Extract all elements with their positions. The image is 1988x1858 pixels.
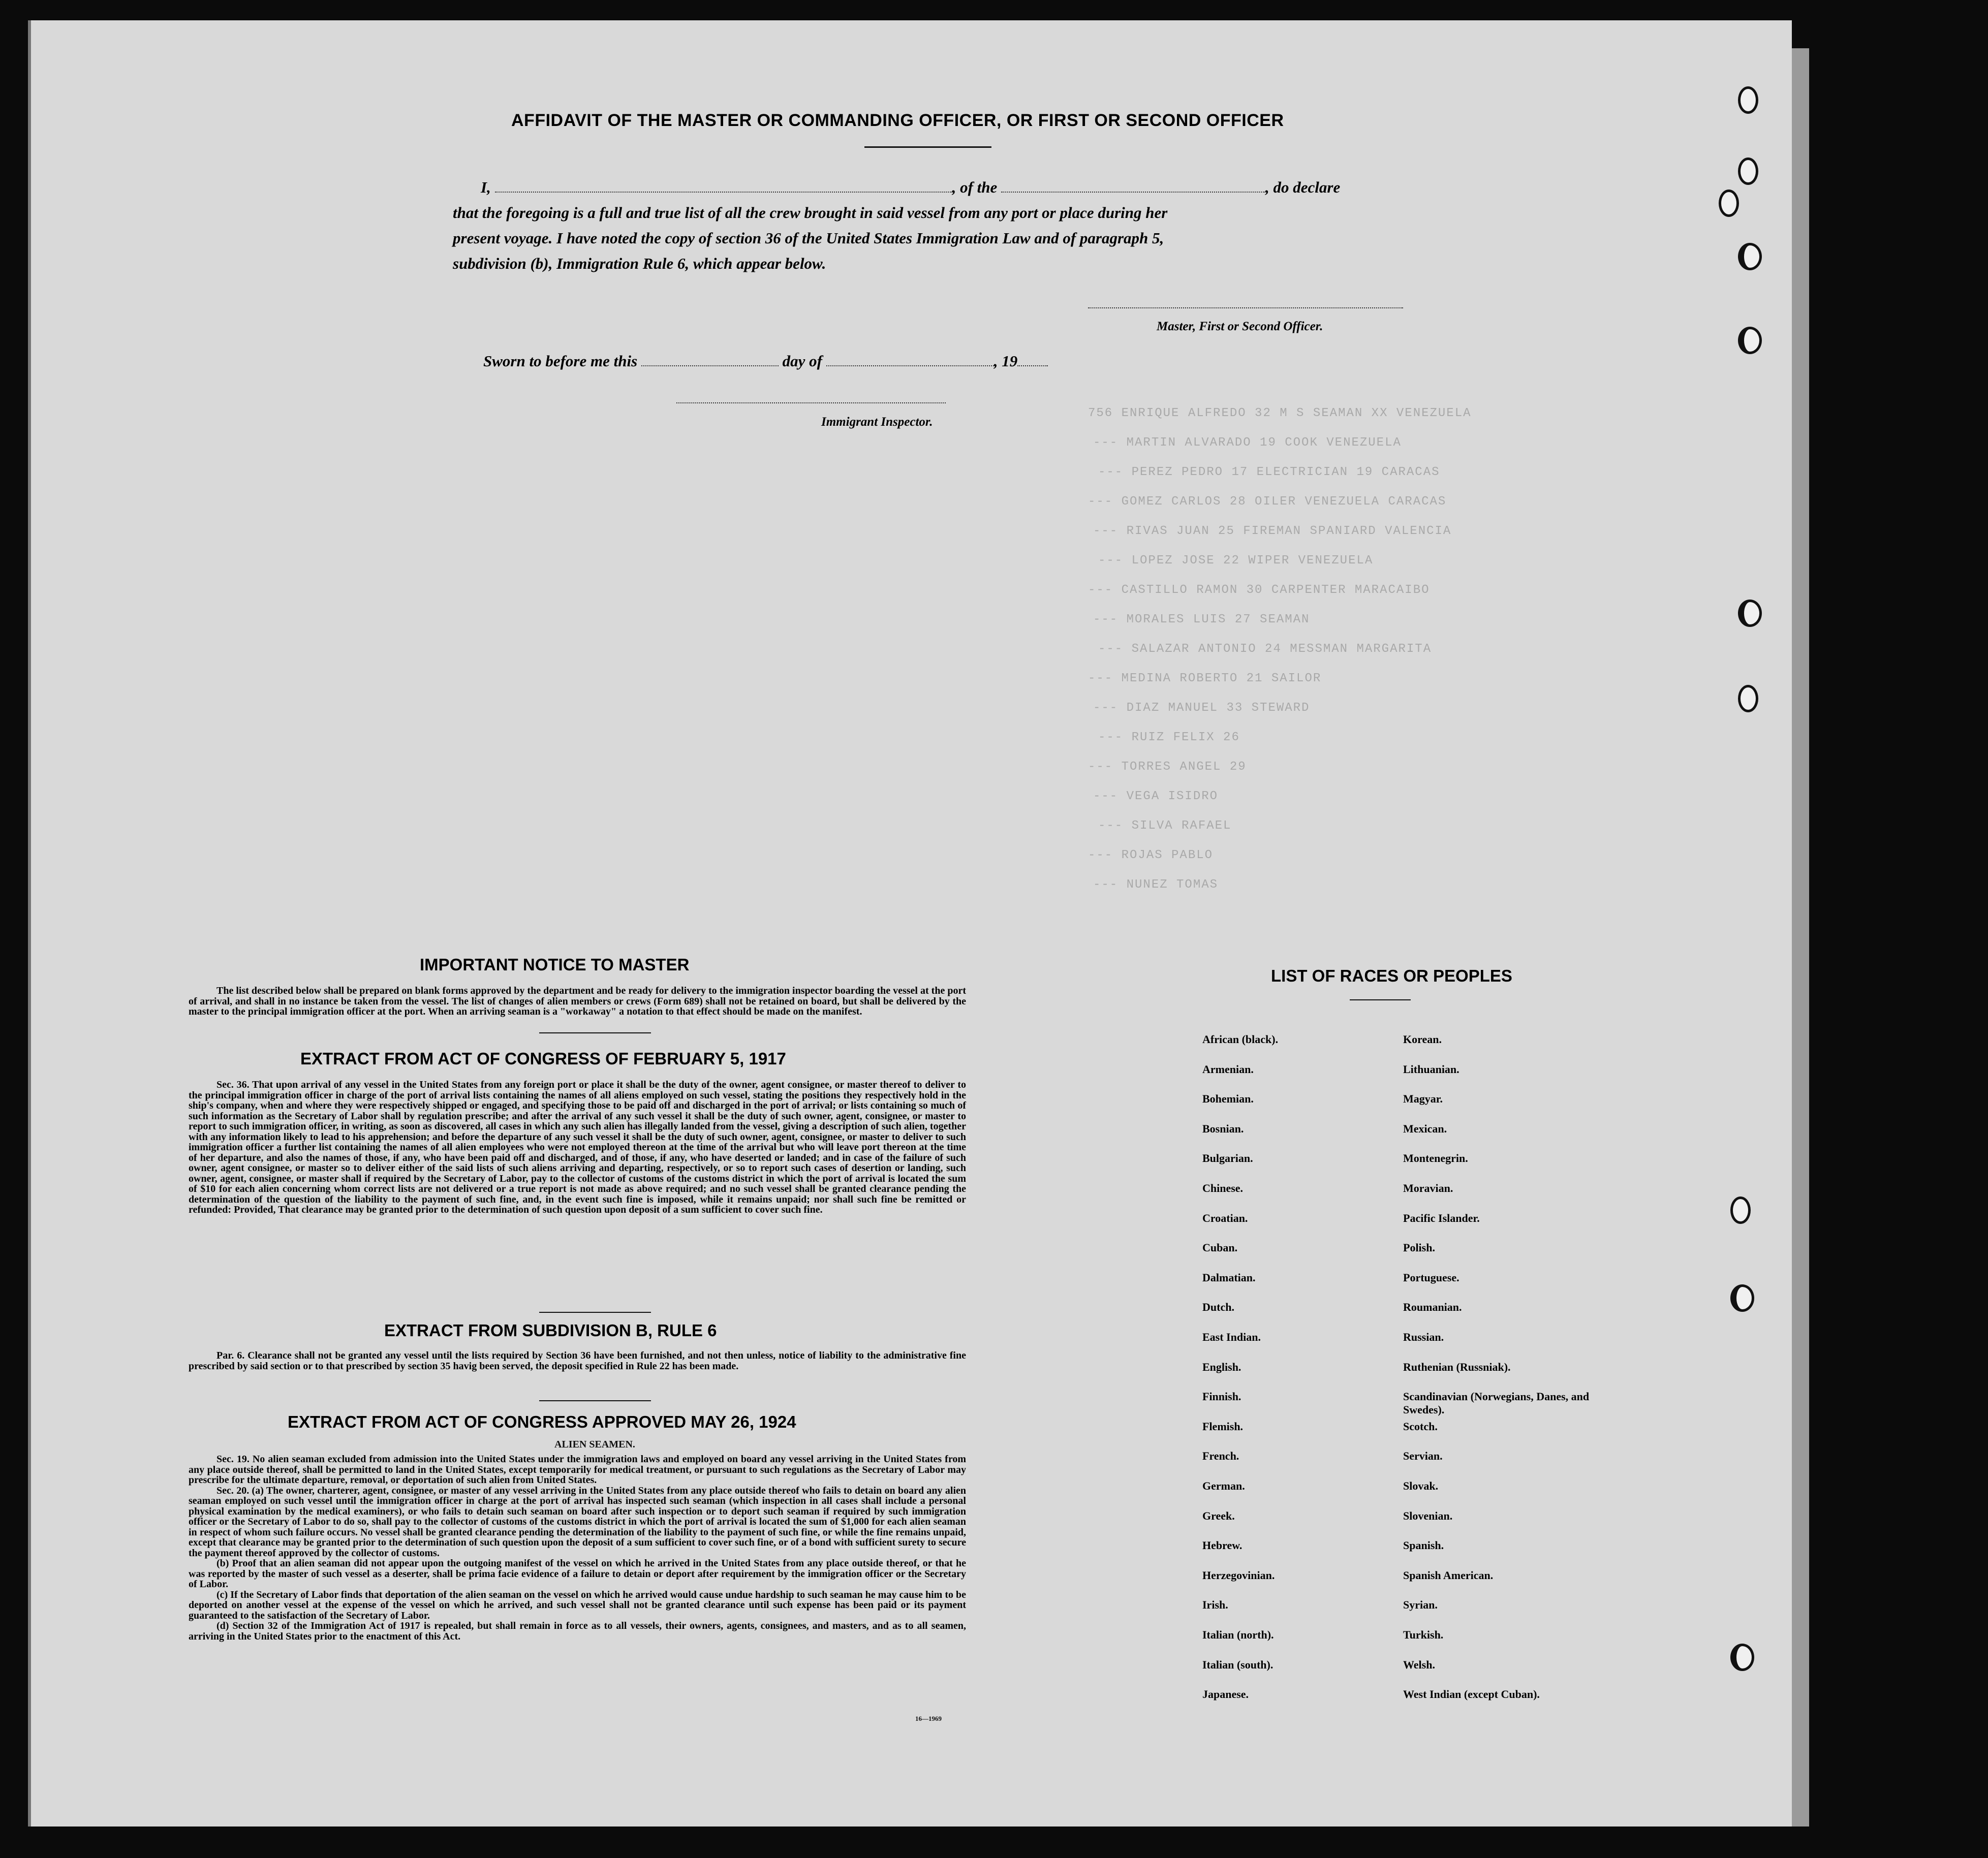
race-item: Montenegrin. [1403,1152,1468,1165]
sec-36-paragraph: Sec. 36. That upon arrival of any vessel in the United States from any foreign port or place it shall be the duty of the owner, agent consignee, or master thereof to deliver to the principal immigration officer in charge of the port of arrival lists containing the names of all aliens employed on such vessel, stating the positions they respectively hold in the ship's company, when and where they were respectively shipped or engaged, and specifying those to be paid off and discharged in the port of arrival; or lists containing so much of such information as the Secretary of Labor shall by regulation prescribe; and after the arrival of any such vessel it shall be the duty of such owner, agent, consignee, or master to report to such immigration officer, in writing, as soon as discovered, all cases in which any such alien has illegally landed from the vessel, giving a description of such alien, together with any information likely to lead to his apprehension; and before the departure of any such vessel it shall be the duty of such owner, agent, consignee, or master to deliver to such immigration officer a further list containing the names of all alien employees who were not employed thereon at the time of the arrival but who will leave port thereon at the time of her departure, and also the names of those, if any, who have been paid off and discharged, and of those, if any, who have deserted or landed; and in case of the failure of such owner, agent consignee, or master so to deliver either of the said lists of such aliens arriving and departing, respectively, or so to report such cases of desertion or landing, such owner, agent, consignee, or master shall if required by the Secretary of Labor, pay to the collector of customs of the customs district in which the port of arrival is located the sum of $10 for each alien concerning whom correct lists are not delivered or a true report is not made as above required; and no such vessel shall be granted clearance pending the determination of the question of the liability to the payment of such fine, and, in the event such fine is imposed, while it remains unpaid; nor shall such fine be remitted or refunded: Provided, That clearance may be granted prior to the determination of such question upon deposit of a sum sufficient to cover such fine. [189,1079,966,1215]
bleed-through-row: --- MARTIN ALVARADO 19 COOK VENEZUELA [1093,436,1402,450]
bleed-through-row: --- RUIZ FELIX 26 [1098,731,1240,744]
race-item: Scandinavian (Norwegians, Danes, and Swedes). [1403,1390,1590,1416]
race-item: Moravian. [1403,1182,1453,1194]
bleed-through-row: --- NUNEZ TOMAS [1093,878,1219,892]
race-item: Greek. [1202,1509,1235,1522]
race-item: Italian (south). [1202,1658,1273,1671]
notice-body [189,986,966,1017]
bleed-through-row: --- SILVA RAFAEL [1098,819,1232,833]
races-title: LIST OF RACES OR PEOPLES [1271,966,1512,985]
race-item: Cuban. [1202,1241,1238,1254]
affidavit-line-4: subdivision (b), Immigration Rule 6, which appear below. [453,255,826,272]
race-item: Scotch. [1403,1420,1438,1433]
extract-rule-2 [539,1400,651,1401]
notice-paragraph: The list described below shall be prepared on blank forms approved by the department and be ready for delivery to the immigration inspector boarding the vessel at the port of arrival, and shall in no instance be taken from the vessel. The list of changes of alien members or crews (Form 689) shall not be retained on board, but shall be delivered by the master to the principal immigration officer at the port. When an arriving seaman is a "workaway" a notation to that effect should be made on the manifest. [189,985,966,1017]
sec-20d-paragraph: (d) Section 32 of the Immigration Act of 1917 is repealed, but shall remain in force as to all vessels, their owners, agents, consignees, and masters, and as to all seamen, arriving in the United States prior to the enactment of this Act. [189,1620,966,1642]
race-item: Finnish. [1202,1390,1241,1403]
form-number: 16—1969 [915,1715,942,1722]
race-item: East Indian. [1202,1331,1261,1343]
race-item: Welsh. [1403,1658,1435,1671]
bleed-through-row: --- PEREZ PEDRO 17 ELECTRICIAN 19 CARACAS [1098,465,1440,479]
rule6-body [189,1350,966,1371]
extract-1924-subtitle: ALIEN SEAMEN. [554,1439,635,1450]
sec-20a-paragraph: Sec. 20. (a) The owner, charterer, agent, consignee, or master of any vessel arriving in the United States from any place outside thereof who fails to detain on board any alien seaman employed on such vessel until the immigration officer in charge at the port of arrival has inspected such seaman (which inspection in all cases shall include a personal physical examination by the medical examiners), or who fails to detain such seaman on board after such inspection or to deport such seaman if required by such immigration officer or the Secretary of Labor to do so, shall pay to the collector of customs of the customs district in which the port of arrival is located the sum of $1,000 for each alien seaman in respect of whom such failure occurs. No vessel shall be granted clearance pending the determination of the liability to the payment of such fine, or while the fine remains unpaid, except that clearance may be granted prior to the determination of such question upon the deposit of a sum sufficient to cover such fine, or of a bond with sufficient surety to secure the payment thereof approved by the collector of customs. [189,1485,966,1559]
year-text: , 19 [993,352,1018,370]
master-signature-label: Master, First or Second Officer. [1157,320,1323,333]
bleed-through-row: --- GOMEZ CARLOS 28 OILER VENEZUELA CARACAS [1088,495,1447,509]
race-item: Magyar. [1403,1092,1443,1106]
sworn-day-blank[interactable] [641,365,779,366]
binder-hole-10 [1730,1644,1754,1671]
race-item: Syrian. [1403,1598,1438,1612]
race-item: English. [1202,1360,1241,1373]
bleed-through-row: --- MEDINA ROBERTO 21 SAILOR [1088,672,1322,685]
race-item: Japanese. [1202,1688,1249,1701]
title-rule [864,146,991,148]
bleed-through-row: --- ROJAS PABLO [1088,848,1214,862]
sworn-text: Sworn to before me this [483,352,638,370]
sec-20c-paragraph: (c) If the Secretary of Labor finds that deportation of the alien seaman on the vessel on which he arrived would cause undue hardship to such seaman he may cause him to be deported on another vessel at the expense of the vessel on which he arrived, and such vessel shall not be granted clearance until such expense has been paid or its payment guaranteed to the satisfaction of the Secretary of Labor. [189,1589,966,1621]
sworn-year-blank[interactable] [1017,365,1048,366]
race-item: Croatian. [1202,1211,1248,1224]
race-item: West Indian (except Cuban). [1403,1688,1540,1701]
affidavit-i: I, [481,178,491,196]
bleed-through-row: --- TORRES ANGEL 29 [1088,760,1247,774]
race-item: Ruthenian (Russniak). [1403,1360,1511,1373]
race-item: Spanish. [1403,1539,1444,1552]
bleed-through-row: --- DIAZ MANUEL 33 STEWARD [1093,701,1310,715]
inspector-signature-line[interactable] [676,402,946,403]
bleed-through-row: --- RIVAS JUAN 25 FIREMAN SPANIARD VALENCIA [1093,524,1452,538]
race-item: African (black). [1202,1033,1279,1046]
bleed-through-row: --- CASTILLO RAMON 30 CARPENTER MARACAIBO [1088,583,1430,597]
race-item: Herzegovinian. [1202,1568,1275,1582]
race-item: Hebrew. [1202,1539,1242,1552]
race-item: Servian. [1403,1450,1443,1463]
affidavit-of-the: , of the [952,178,998,196]
notice-title: IMPORTANT NOTICE TO MASTER [420,955,690,974]
affidavit-do-declare: , do declare [1265,178,1341,196]
race-item: German. [1202,1479,1245,1492]
binder-hole-7 [1738,685,1758,712]
binder-hole-1 [1738,86,1758,114]
race-item: Turkish. [1403,1628,1444,1641]
race-item: Irish. [1202,1598,1228,1612]
affidavit-line-1 [481,177,1441,198]
race-item: Bohemian. [1202,1092,1254,1106]
binder-hole-6 [1738,600,1762,627]
extract-1917-body [189,1080,966,1215]
extract-1917-title: EXTRACT FROM ACT OF CONGRESS OF FEBRUARY 5, 1917 [300,1049,786,1068]
sec-19-paragraph: Sec. 19. No alien seaman excluded from admission into the United States under the immigration laws and employed on board any vessel arriving in the United States from any place outside thereof, shall be permitted to land in the United States, except temporarily for medical treatment, or pursuant to such regulations as the Secretary of Labor may prescribe for the ultimate departure, removal, or deportation of such alien from United States. [189,1454,966,1486]
bleed-through-row: --- MORALES LUIS 27 SEAMAN [1093,613,1310,626]
bleed-through-row: 756 ENRIQUE ALFREDO 32 M S SEAMAN XX VENEZUELA [1088,406,1472,420]
race-item: Roumanian. [1403,1301,1462,1314]
race-item: Armenian. [1202,1062,1254,1076]
page-shadow-edge [1789,48,1809,1826]
race-item: Slovak. [1403,1479,1439,1492]
notice-rule [539,1032,651,1033]
sworn-month-blank[interactable] [826,365,994,366]
rule6-paragraph: Par. 6. Clearance shall not be granted any vessel until the lists required by Section 36 have been furnished, and not then unless, notice of liability to the administrative fine prescribed by said section or to that prescribed by section 35 havig been served, the deposit specified in Rule 22 has been made. [189,1350,966,1372]
race-item: Slovenian. [1403,1509,1453,1522]
race-item: Pacific Islander. [1403,1211,1480,1224]
race-item: Portuguese. [1403,1271,1459,1284]
binder-hole-5 [1738,327,1762,354]
affidavit-line-2: that the foregoing is a full and true list of all the crew brought in said vessel from any port or place during her [453,204,1168,222]
affidavit-title: AFFIDAVIT OF THE MASTER OR COMMANDING OFFICER, OR FIRST OR SECOND OFFICER [511,111,1284,130]
race-item: Italian (north). [1202,1628,1274,1641]
extract-1924-body [189,1454,966,1642]
race-item: Mexican. [1403,1122,1447,1135]
binder-hole-4 [1738,243,1762,270]
manifest-page [28,20,1792,1826]
race-item: Lithuanian. [1403,1062,1459,1076]
bleed-through-row: --- VEGA ISIDRO [1093,790,1219,803]
races-rule [1350,999,1411,1000]
race-item: Spanish American. [1403,1568,1494,1582]
race-item: Bulgarian. [1202,1152,1253,1165]
master-signature-line[interactable] [1088,307,1403,308]
race-item: French. [1202,1450,1239,1463]
race-item: Chinese. [1202,1182,1244,1194]
race-item: Flemish. [1202,1420,1244,1433]
extract-1924-title: EXTRACT FROM ACT OF CONGRESS APPROVED MAY 26, 1924 [288,1412,796,1431]
race-item: Bosnian. [1202,1122,1244,1135]
race-item: Dalmatian. [1202,1271,1256,1284]
sec-20b-paragraph: (b) Proof that an alien seaman did not appear upon the outgoing manifest of the vessel on which he arrived in the United States from any place outside thereof, or that he was reported by the master of such vessel as a deserter, shall be prima facie evidence of a failure to detain or deport after requirement by the immigration officer or the Secretary of Labor. [189,1558,966,1590]
name-blank[interactable] [495,192,952,193]
race-item: Korean. [1403,1033,1442,1046]
day-of-text: day of [782,352,822,370]
extract-rule-1 [539,1312,651,1313]
race-item: Dutch. [1202,1301,1234,1314]
bleed-through-row: --- LOPEZ JOSE 22 WIPER VENEZUELA [1098,554,1374,568]
bleed-through-row: --- SALAZAR ANTONIO 24 MESSMAN MARGARITA [1098,642,1432,656]
race-item: Polish. [1403,1241,1435,1254]
inspector-signature-label: Immigrant Inspector. [821,415,933,429]
race-item: Russian. [1403,1331,1444,1343]
affidavit-line-3: present voyage. I have noted the copy of section 36 of the United States Immigration Law and of paragraph 5, [453,229,1164,247]
binder-hole-2 [1738,158,1758,185]
binder-hole-9 [1730,1284,1754,1312]
binder-hole-3 [1719,190,1739,217]
binder-hole-8 [1730,1196,1751,1224]
rule6-title: EXTRACT FROM SUBDIVISION B, RULE 6 [384,1321,717,1340]
sworn-line [483,351,1048,372]
vessel-blank[interactable] [1001,192,1265,193]
